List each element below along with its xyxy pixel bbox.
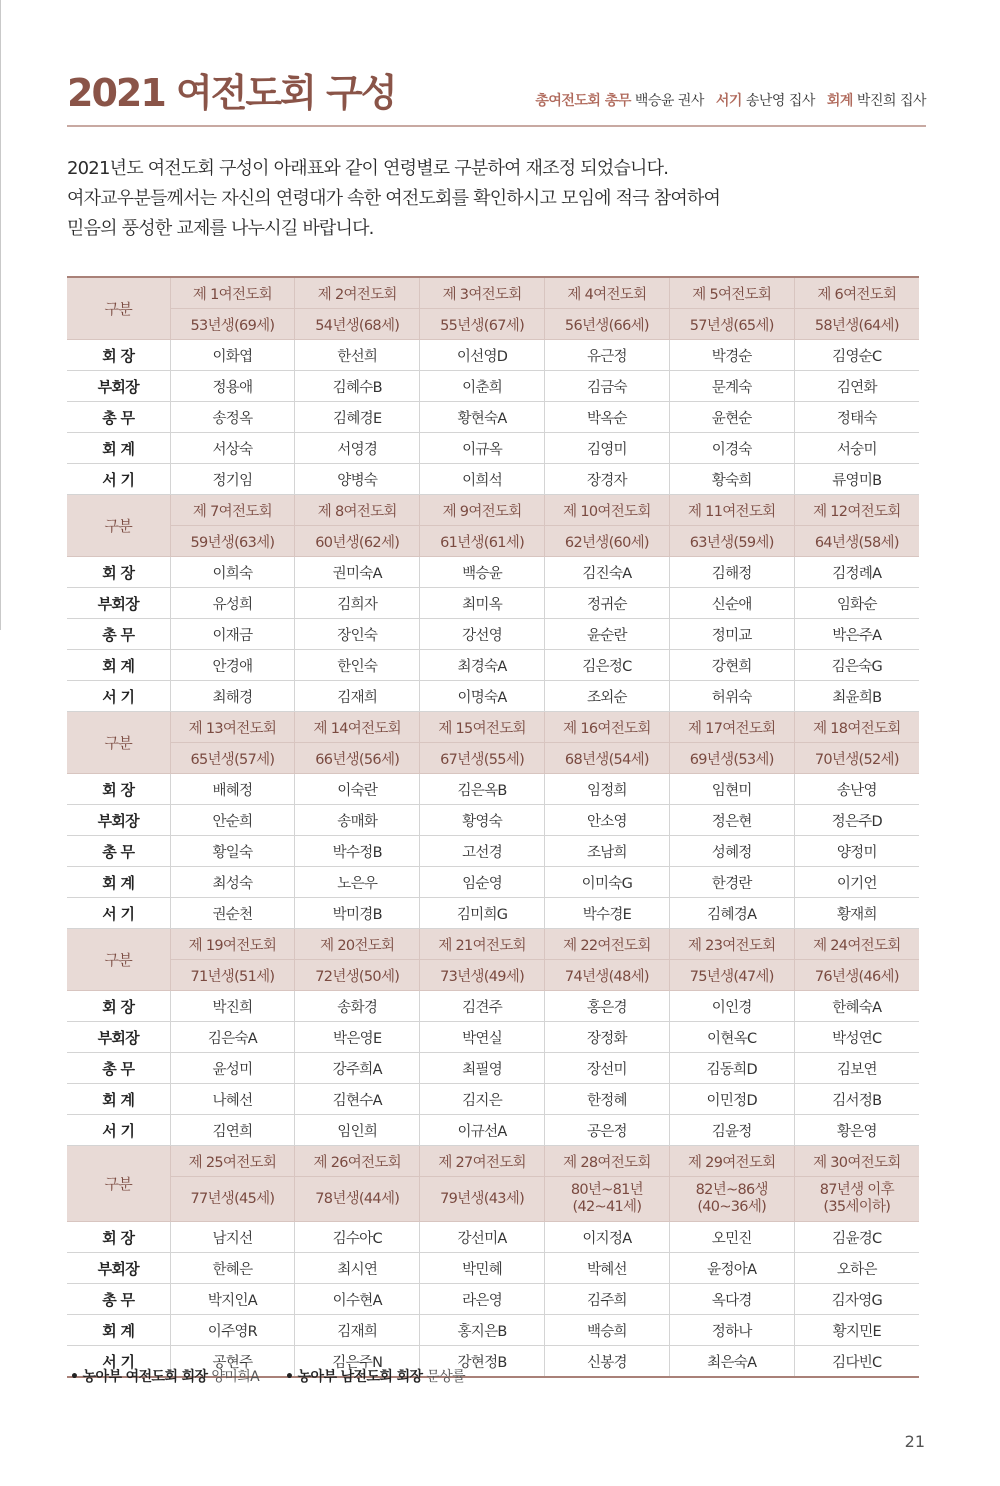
footnote-item — [285, 1369, 465, 1385]
age-header-row — [67, 1177, 919, 1222]
member-name-cell: 강현정B — [420, 1346, 545, 1378]
member-name-cell: 정하나 — [669, 1315, 794, 1346]
member-name-cell: 이기언 — [794, 867, 919, 898]
group-name-cell: 제 27여전도회 — [420, 1146, 545, 1177]
group-name-cell: 제 29여전도회 — [669, 1146, 794, 1177]
member-name-cell: 장선미 — [544, 1053, 669, 1084]
page-edge-rule — [0, 0, 1, 630]
footnotes — [70, 1366, 487, 1386]
table-row — [67, 836, 919, 867]
member-name-cell: 안경애 — [170, 650, 295, 681]
staff-info — [535, 90, 926, 110]
member-name-cell: 박혜선 — [544, 1253, 669, 1284]
group-assignment-table — [67, 276, 919, 1378]
group-name-cell: 제 15여전도회 — [420, 712, 545, 743]
member-name-cell: 이숙란 — [295, 774, 420, 805]
role-label-cell: 회 장 — [67, 340, 170, 371]
member-name-cell: 김수아C — [295, 1222, 420, 1253]
group-header-row — [67, 495, 919, 526]
member-name-cell: 홍은경 — [544, 991, 669, 1022]
role-label-cell: 회 장 — [67, 557, 170, 588]
group-name-cell: 제 21여전도회 — [420, 929, 545, 960]
group-name-cell: 제 3여전도회 — [420, 277, 545, 309]
member-name-cell: 권미숙A — [295, 557, 420, 588]
member-name-cell: 윤성미 — [170, 1053, 295, 1084]
role-label-cell: 회 계 — [67, 433, 170, 464]
table-row — [67, 1022, 919, 1053]
member-name-cell: 박연실 — [420, 1022, 545, 1053]
role-label-cell: 회 계 — [67, 867, 170, 898]
table-row — [67, 433, 919, 464]
age-range-cell: 87년생 이후 (35세이하) — [794, 1177, 919, 1222]
member-name-cell: 권순천 — [170, 898, 295, 929]
role-label-cell: 서 기 — [67, 1115, 170, 1146]
member-name-cell: 김혜경E — [295, 402, 420, 433]
member-name-cell: 배혜정 — [170, 774, 295, 805]
age-range-cell: 75년생(47세) — [669, 960, 794, 991]
age-range-cell: 74년생(48세) — [544, 960, 669, 991]
member-name-cell: 이수현A — [295, 1284, 420, 1315]
member-name-cell: 이규선A — [420, 1115, 545, 1146]
member-name-cell: 황일숙 — [170, 836, 295, 867]
intro-line: 여자교우분들께서는 자신의 연령대가 속한 여전도회를 확인하시고 모임에 적극 참여하여 — [67, 188, 721, 209]
member-name-cell: 한정혜 — [544, 1084, 669, 1115]
member-name-cell: 오민진 — [669, 1222, 794, 1253]
member-name-cell: 김자영G — [794, 1284, 919, 1315]
member-name-cell: 윤정아A — [669, 1253, 794, 1284]
member-name-cell: 서상숙 — [170, 433, 295, 464]
member-name-cell: 김윤정 — [669, 1115, 794, 1146]
group-name-cell: 제 30여전도회 — [794, 1146, 919, 1177]
member-name-cell: 김견주 — [420, 991, 545, 1022]
role-label-cell: 회 계 — [67, 1084, 170, 1115]
group-name-cell: 제 25여전도회 — [170, 1146, 295, 1177]
header-label-cell: 구분 — [67, 712, 170, 774]
member-name-cell: 김은정C — [544, 650, 669, 681]
group-name-cell: 제 6여전도회 — [794, 277, 919, 309]
member-name-cell: 옥다경 — [669, 1284, 794, 1315]
member-name-cell: 이미숙G — [544, 867, 669, 898]
member-name-cell: 박은영E — [295, 1022, 420, 1053]
staff-role-2: 회계 — [826, 93, 853, 109]
member-name-cell: 김은숙A — [170, 1022, 295, 1053]
member-name-cell: 안소영 — [544, 805, 669, 836]
group-name-cell: 제 7여전도회 — [170, 495, 295, 526]
table-row — [67, 402, 919, 433]
staff-name-1: 송난영 집사 — [745, 93, 815, 109]
table-row — [67, 1284, 919, 1315]
role-label-cell: 회 장 — [67, 1222, 170, 1253]
table-row — [67, 1222, 919, 1253]
group-name-cell: 제 23여전도회 — [669, 929, 794, 960]
member-name-cell: 이화엽 — [170, 340, 295, 371]
member-name-cell: 김다빈C — [794, 1346, 919, 1378]
group-name-cell: 제 22여전도회 — [544, 929, 669, 960]
member-name-cell: 황숙희 — [669, 464, 794, 495]
member-name-cell: 김미희G — [420, 898, 545, 929]
age-range-cell: 78년생(44세) — [295, 1177, 420, 1222]
age-header-row — [67, 309, 919, 340]
member-name-cell: 이현옥C — [669, 1022, 794, 1053]
group-name-cell: 제 14여전도회 — [295, 712, 420, 743]
table-row — [67, 898, 919, 929]
member-name-cell: 박경순 — [669, 340, 794, 371]
role-label-cell: 총 무 — [67, 619, 170, 650]
role-label-cell: 부회장 — [67, 1253, 170, 1284]
member-name-cell: 이희숙 — [170, 557, 295, 588]
table-row — [67, 619, 919, 650]
role-label-cell: 총 무 — [67, 402, 170, 433]
footnote-label: • 농아부 남전도회 회장 — [284, 1369, 423, 1385]
staff-role-0: 총여전도회 총무 — [535, 93, 631, 109]
member-name-cell: 강선영 — [420, 619, 545, 650]
table-row — [67, 1084, 919, 1115]
group-name-cell: 제 9여전도회 — [420, 495, 545, 526]
member-name-cell: 박지인A — [170, 1284, 295, 1315]
age-range-cell: 82년~86생 (40~36세) — [669, 1177, 794, 1222]
age-header-row — [67, 743, 919, 774]
table-row — [67, 557, 919, 588]
age-range-cell: 56년생(66세) — [544, 309, 669, 340]
group-name-cell: 제 24여전도회 — [794, 929, 919, 960]
role-label-cell: 부회장 — [67, 805, 170, 836]
group-name-cell: 제 18여전도회 — [794, 712, 919, 743]
member-name-cell: 류영미B — [794, 464, 919, 495]
age-range-cell: 63년생(59세) — [669, 526, 794, 557]
member-name-cell: 황재희 — [794, 898, 919, 929]
group-name-cell: 제 10여전도회 — [544, 495, 669, 526]
group-name-cell: 제 12여전도회 — [794, 495, 919, 526]
member-name-cell: 정은현 — [669, 805, 794, 836]
member-name-cell: 라은영 — [420, 1284, 545, 1315]
member-name-cell: 최은숙A — [669, 1346, 794, 1378]
member-name-cell: 최필영 — [420, 1053, 545, 1084]
age-range-cell: 59년생(63세) — [170, 526, 295, 557]
role-label-cell: 부회장 — [67, 588, 170, 619]
role-label-cell: 서 기 — [67, 464, 170, 495]
age-range-cell: 55년생(67세) — [420, 309, 545, 340]
group-name-cell: 제 13여전도회 — [170, 712, 295, 743]
header-label-cell: 구분 — [67, 495, 170, 557]
member-name-cell: 이선영D — [420, 340, 545, 371]
member-name-cell: 송매화 — [295, 805, 420, 836]
header-label-cell: 구분 — [67, 1146, 170, 1222]
member-name-cell: 공은정 — [544, 1115, 669, 1146]
member-name-cell: 김서정B — [794, 1084, 919, 1115]
member-name-cell: 김희자 — [295, 588, 420, 619]
group-name-cell: 제 17여전도회 — [669, 712, 794, 743]
member-name-cell: 정귀순 — [544, 588, 669, 619]
group-name-cell: 제 16여전도회 — [544, 712, 669, 743]
member-name-cell: 신봉경 — [544, 1346, 669, 1378]
member-name-cell: 김정례A — [794, 557, 919, 588]
role-label-cell: 서 기 — [67, 898, 170, 929]
member-name-cell: 임정희 — [544, 774, 669, 805]
member-name-cell: 노은우 — [295, 867, 420, 898]
member-name-cell: 윤순란 — [544, 619, 669, 650]
member-name-cell: 최해경 — [170, 681, 295, 712]
table-row — [67, 588, 919, 619]
member-name-cell: 최미옥 — [420, 588, 545, 619]
member-name-cell: 오하은 — [794, 1253, 919, 1284]
member-name-cell: 정기임 — [170, 464, 295, 495]
group-header-row — [67, 1146, 919, 1177]
member-name-cell: 김해정 — [669, 557, 794, 588]
member-name-cell: 송정옥 — [170, 402, 295, 433]
age-range-cell: 80년~81년 (42~41세) — [544, 1177, 669, 1222]
member-name-cell: 이인경 — [669, 991, 794, 1022]
member-name-cell: 이재금 — [170, 619, 295, 650]
member-name-cell: 한혜은 — [170, 1253, 295, 1284]
member-name-cell: 이희석 — [420, 464, 545, 495]
member-name-cell: 김은옥B — [420, 774, 545, 805]
member-name-cell: 임화순 — [794, 588, 919, 619]
age-range-cell: 76년생(46세) — [794, 960, 919, 991]
member-name-cell: 최윤희B — [794, 681, 919, 712]
member-name-cell: 한선희 — [295, 340, 420, 371]
member-name-cell: 김윤경C — [794, 1222, 919, 1253]
table-row — [67, 1253, 919, 1284]
member-name-cell: 안순희 — [170, 805, 295, 836]
member-name-cell: 박수정B — [295, 836, 420, 867]
member-name-cell: 양정미 — [794, 836, 919, 867]
member-name-cell: 양병숙 — [295, 464, 420, 495]
age-range-cell: 73년생(49세) — [420, 960, 545, 991]
member-name-cell: 황영숙 — [420, 805, 545, 836]
member-name-cell: 이규옥 — [420, 433, 545, 464]
age-range-cell: 71년생(51세) — [170, 960, 295, 991]
member-name-cell: 문계숙 — [669, 371, 794, 402]
age-range-cell: 64년생(58세) — [794, 526, 919, 557]
member-name-cell: 홍지은B — [420, 1315, 545, 1346]
group-name-cell: 제 8여전도회 — [295, 495, 420, 526]
age-range-cell: 53년생(69세) — [170, 309, 295, 340]
role-label-cell: 부회장 — [67, 1022, 170, 1053]
role-label-cell: 회 계 — [67, 650, 170, 681]
member-name-cell: 박수경E — [544, 898, 669, 929]
intro-paragraph — [67, 154, 927, 244]
member-name-cell: 김연화 — [794, 371, 919, 402]
member-name-cell: 최경숙A — [420, 650, 545, 681]
member-name-cell: 백승희 — [544, 1315, 669, 1346]
member-name-cell: 이명숙A — [420, 681, 545, 712]
member-name-cell: 김동희D — [669, 1053, 794, 1084]
member-name-cell: 김보연 — [794, 1053, 919, 1084]
member-name-cell: 박성연C — [794, 1022, 919, 1053]
age-range-cell: 65년생(57세) — [170, 743, 295, 774]
member-name-cell: 강현희 — [669, 650, 794, 681]
member-name-cell: 고선경 — [420, 836, 545, 867]
member-name-cell: 유성희 — [170, 588, 295, 619]
member-name-cell: 정용애 — [170, 371, 295, 402]
age-header-row — [67, 526, 919, 557]
member-name-cell: 강선미A — [420, 1222, 545, 1253]
member-name-cell: 김은주N — [295, 1346, 420, 1378]
member-name-cell: 조외순 — [544, 681, 669, 712]
role-label-cell: 회 장 — [67, 991, 170, 1022]
member-name-cell: 박민혜 — [420, 1253, 545, 1284]
member-name-cell: 박미경B — [295, 898, 420, 929]
footnote-value: 양미희A — [211, 1369, 260, 1385]
table-row — [67, 991, 919, 1022]
role-label-cell: 회 장 — [67, 774, 170, 805]
group-name-cell: 제 28여전도회 — [544, 1146, 669, 1177]
group-name-cell: 제 2여전도회 — [295, 277, 420, 309]
table-row — [67, 681, 919, 712]
member-name-cell: 조남희 — [544, 836, 669, 867]
member-name-cell: 송난영 — [794, 774, 919, 805]
member-name-cell: 김재희 — [295, 1315, 420, 1346]
group-name-cell: 제 1여전도회 — [170, 277, 295, 309]
age-range-cell: 57년생(65세) — [669, 309, 794, 340]
table-row — [67, 774, 919, 805]
staff-name-0: 백승윤 권사 — [634, 93, 704, 109]
member-name-cell: 최시연 — [295, 1253, 420, 1284]
member-name-cell: 백승윤 — [420, 557, 545, 588]
member-name-cell: 임순영 — [420, 867, 545, 898]
table-row — [67, 805, 919, 836]
role-label-cell: 부회장 — [67, 371, 170, 402]
staff-role-1: 서기 — [715, 93, 742, 109]
member-name-cell: 윤현순 — [669, 402, 794, 433]
member-name-cell: 서숭미 — [794, 433, 919, 464]
member-name-cell: 남지선 — [170, 1222, 295, 1253]
member-name-cell: 김진숙A — [544, 557, 669, 588]
member-name-cell: 이지정A — [544, 1222, 669, 1253]
age-range-cell: 61년생(61세) — [420, 526, 545, 557]
member-name-cell: 한인숙 — [295, 650, 420, 681]
role-label-cell: 회 계 — [67, 1315, 170, 1346]
age-range-cell: 58년생(64세) — [794, 309, 919, 340]
group-header-row — [67, 929, 919, 960]
table-row — [67, 371, 919, 402]
member-name-cell: 유근정 — [544, 340, 669, 371]
member-name-cell: 김영순C — [794, 340, 919, 371]
member-name-cell: 허위숙 — [669, 681, 794, 712]
age-range-cell: 70년생(52세) — [794, 743, 919, 774]
role-label-cell: 총 무 — [67, 1053, 170, 1084]
member-name-cell: 신순애 — [669, 588, 794, 619]
member-name-cell: 김금숙 — [544, 371, 669, 402]
group-name-cell: 제 20전도회 — [295, 929, 420, 960]
table-row — [67, 1053, 919, 1084]
age-range-cell: 77년생(45세) — [170, 1177, 295, 1222]
group-name-cell: 제 5여전도회 — [669, 277, 794, 309]
page-number: 21 — [904, 1432, 925, 1451]
table-row — [67, 464, 919, 495]
age-range-cell: 79년생(43세) — [420, 1177, 545, 1222]
age-range-cell: 60년생(62세) — [295, 526, 420, 557]
member-name-cell: 박진희 — [170, 991, 295, 1022]
table-row — [67, 1315, 919, 1346]
header-label-cell: 구분 — [67, 277, 170, 340]
role-label-cell: 서 기 — [67, 1346, 170, 1378]
staff-name-2: 박진희 집사 — [856, 93, 926, 109]
member-name-cell: 정은주D — [794, 805, 919, 836]
footnote-label: • 농아부 여전도회 회장 — [70, 1369, 208, 1385]
age-range-cell: 66년생(56세) — [295, 743, 420, 774]
member-name-cell: 김혜수B — [295, 371, 420, 402]
table-row — [67, 867, 919, 898]
member-name-cell: 공현주 — [170, 1346, 295, 1378]
member-name-cell: 이민정D — [669, 1084, 794, 1115]
group-name-cell: 제 26여전도회 — [295, 1146, 420, 1177]
member-name-cell: 김주희 — [544, 1284, 669, 1315]
member-name-cell: 임현미 — [669, 774, 794, 805]
age-range-cell: 68년생(54세) — [544, 743, 669, 774]
footnote-item — [70, 1369, 263, 1385]
member-name-cell: 임인희 — [295, 1115, 420, 1146]
member-name-cell: 송화경 — [295, 991, 420, 1022]
group-name-cell: 제 11여전도회 — [669, 495, 794, 526]
footnote-value: 문상률 — [426, 1369, 466, 1385]
intro-line: 믿음의 풍성한 교제를 나누시길 바랍니다. — [67, 218, 374, 239]
member-name-cell: 한혜숙A — [794, 991, 919, 1022]
member-name-cell: 이춘희 — [420, 371, 545, 402]
role-label-cell: 총 무 — [67, 836, 170, 867]
age-range-cell: 69년생(53세) — [669, 743, 794, 774]
group-name-cell: 제 19여전도회 — [170, 929, 295, 960]
member-name-cell: 장정화 — [544, 1022, 669, 1053]
header-label-cell: 구분 — [67, 929, 170, 991]
member-name-cell: 김혜경A — [669, 898, 794, 929]
member-name-cell: 정태숙 — [794, 402, 919, 433]
age-header-row — [67, 960, 919, 991]
group-header-row — [67, 712, 919, 743]
member-name-cell: 나혜선 — [170, 1084, 295, 1115]
member-name-cell: 한경란 — [669, 867, 794, 898]
member-name-cell: 김지은 — [420, 1084, 545, 1115]
group-header-row — [67, 277, 919, 309]
role-label-cell: 총 무 — [67, 1284, 170, 1315]
member-name-cell: 최성숙 — [170, 867, 295, 898]
member-name-cell: 김재희 — [295, 681, 420, 712]
member-name-cell: 김영미 — [544, 433, 669, 464]
member-name-cell: 장경자 — [544, 464, 669, 495]
age-range-cell: 62년생(60세) — [544, 526, 669, 557]
table-row — [67, 1115, 919, 1146]
member-name-cell: 김연희 — [170, 1115, 295, 1146]
table-row — [67, 650, 919, 681]
group-name-cell: 제 4여전도회 — [544, 277, 669, 309]
intro-line: 2021년도 여전도회 구성이 아래표와 같이 연령별로 구분하여 재조정 되었습니다. — [67, 158, 669, 179]
member-name-cell: 김은숙G — [794, 650, 919, 681]
member-name-cell: 이경숙 — [669, 433, 794, 464]
title-divider — [67, 125, 926, 127]
member-name-cell: 정미교 — [669, 619, 794, 650]
member-name-cell: 황지민E — [794, 1315, 919, 1346]
member-name-cell: 서영경 — [295, 433, 420, 464]
member-name-cell: 김현수A — [295, 1084, 420, 1115]
member-name-cell: 황은영 — [794, 1115, 919, 1146]
member-name-cell: 강주희A — [295, 1053, 420, 1084]
member-name-cell: 이주영R — [170, 1315, 295, 1346]
age-range-cell: 72년생(50세) — [295, 960, 420, 991]
age-range-cell: 67년생(55세) — [420, 743, 545, 774]
member-name-cell: 장인숙 — [295, 619, 420, 650]
table-row — [67, 340, 919, 371]
member-name-cell: 황현숙A — [420, 402, 545, 433]
member-name-cell: 성혜정 — [669, 836, 794, 867]
age-range-cell: 54년생(68세) — [295, 309, 420, 340]
member-name-cell: 박옥순 — [544, 402, 669, 433]
role-label-cell: 서 기 — [67, 681, 170, 712]
member-name-cell: 박은주A — [794, 619, 919, 650]
page-title: 2021 여전도회 구성 — [67, 71, 396, 115]
